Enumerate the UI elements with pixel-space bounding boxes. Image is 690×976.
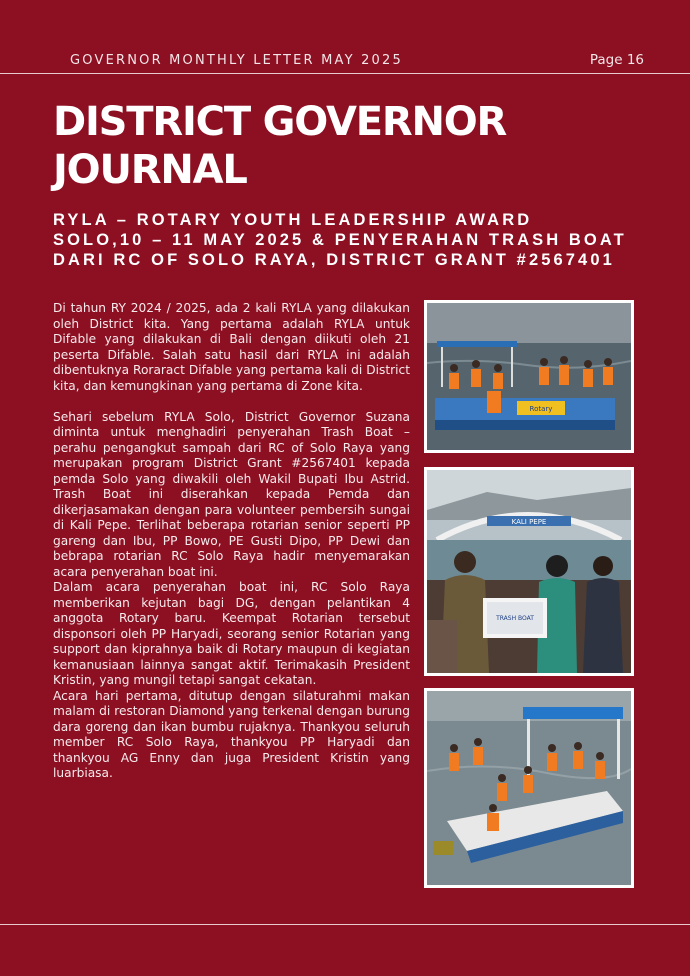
handover-board-text: TRASH BOAT [496,615,534,622]
title-line-2: JOURNAL [53,147,247,193]
subtitle-line-1: RYLA – ROTARY YOUTH LEADERSHIP AWARD [53,211,533,229]
title-line-1: DISTRICT GOVERNOR [53,99,507,145]
subtitle-line-2: SOLO,10 – 11 MAY 2025 & PENYERAHAN TRASH BOAT [53,231,627,249]
photo-trash-boat-volunteers [424,300,634,453]
paragraph-new-members: Dalam acara penyerahan boat ini, RC Solo Raya memberikan kejutan bagi DG, dengan pelantikan 4 anggota Rotary baru. Keempat Rotarian tersebut disponsori oleh PP Haryadi, seorang senior Rotarian yang support dan kiprahnya baik di Rotary maupun di kegiatan kemanusiaan lainnya sangat aktif. Terimakasih President Kristin, yang mungil tetapi sangat cekatan. [53,580,410,687]
article-subtitle [53,210,653,270]
photo-boat-canopy [424,688,634,888]
article-body [53,301,410,782]
footer-divider [0,924,690,925]
paragraph-ryla-intro: Di tahun RY 2024 / 2025, ada 2 kali RYLA yang dilakukan oleh District kita. Yang pertama adalah RYLA untuk Difable yang dilakukan di Bali dengan diikuti oleh 21 peserta Difable. Salah satu hasil dari RYLA ini adalah dibentuknya Roraract Difable yang pertama kali di District kita, dan kemungkinan yang pertama di Zone kita. [53,301,410,393]
running-title: GOVERNOR MONTHLY LETTER MAY 2025 [70,53,403,68]
boat-sign-text: Rotary [529,405,553,413]
boat-volunteers-illustration [427,303,631,450]
handover-illustration [427,470,631,673]
article-title [53,98,613,194]
paragraph-dinner: Acara hari pertama, ditutup dengan silaturahmi makan malam di restoran Diamond yang terkenal dengan burung dara goreng dan ikan bumbu rujaknya. Thankyou seluruh member RC Solo Raya, thankyou PP Haryadi dan thankyou AG Enny dan juga President Kristin yang luarbiasa. [53,688,410,780]
photo-handover-ceremony [424,467,634,676]
subtitle-line-3: DARI RC OF SOLO RAYA, DISTRICT GRANT #2567401 [53,251,615,269]
page-number: Page 16 [589,52,644,68]
paragraph-trash-boat: Sehari sebelum RYLA Solo, District Governor Suzana diminta untuk menghadiri penyerahan Trash Boat – perahu pengangkut sampah dari RC of Solo Raya yang merupakan program District Grant #2567401 kepada pemda Solo yang diwakili oleh Wakil Bupati Ibu Astrid. Trash Boat ini diserahkan kepada Pemda dan dikerjasamakan dengan para volunteer pembersih sungai di Kali Pepe. Terlihat beberapa rotarian senior seperti PP gareng dan Ibu, PP Bowo, PE Gusti Dipo, PP Dewi dan bebrapa rotarian RC Solo Raya hadir menyemarakan acara penyerahan boat ini. [53,409,410,579]
page-header [0,0,690,74]
header-divider [0,73,690,74]
park-banner-text: KALI PEPE [511,518,547,526]
boat-canopy-illustration [427,691,631,885]
